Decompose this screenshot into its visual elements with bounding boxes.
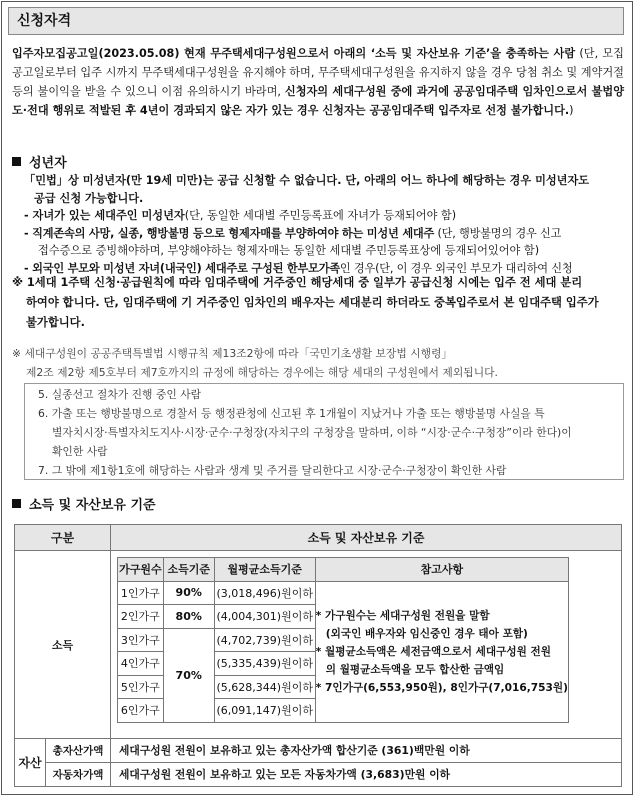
col-category-header: 구분: [15, 525, 111, 551]
minor-item: - 자녀가 있는 세대주인 미성년자(단, 동일한 세대별 주민등록표에 자녀가 등재되어야 함): [24, 209, 457, 222]
notes-cell: [315, 581, 568, 722]
minor-line1b: 공급 신청 가능합니다.: [34, 191, 144, 205]
inner-header: 월평균소득기준: [214, 558, 315, 582]
warning-line: ※ 1세대 1주택 신청·공급원칙에 따라 임대주택에 거주중인 해당세대 중 일부가 공급신청 시에는 입주 전 세대 분리: [12, 276, 583, 289]
income-heading-text: 소득 및 자산보유 기준: [29, 498, 156, 513]
note-line: 별자치시장·특별자치도지사·시장·군수·구청장(자치구의 구청장을 말하며, 이하 “시장·군수·구청장”이라 한다)이: [52, 426, 572, 439]
asset-row-text: 세대구성원 전원이 보유하고 있는 모든 자동차가액 (3,683)만원 이하: [111, 763, 622, 787]
asset-row-text: 세대구성원 전원이 보유하고 있는 총자산가액 합산기준 (361)백만원 이하: [111, 739, 622, 763]
table-row: [118, 581, 569, 605]
income-heading: [12, 494, 156, 513]
income-amount: (5,628,344)원이하: [214, 675, 315, 699]
minor-heading: [12, 152, 67, 171]
income-amount: (4,004,301)원이하: [214, 605, 315, 629]
inner-header: 가구원수: [118, 558, 164, 582]
note-line: 7. 그 밖에 제1항1호에 해당하는 사람과 생계 및 주거를 달리한다고 시장·군수·구청장이 확인한 사람: [38, 464, 507, 477]
note-line: 5. 실종선고 절차가 진행 중인 사람: [38, 388, 202, 401]
warning-line: 불가합니다.: [26, 316, 85, 329]
intro-part3: 신청자의 세대구성원 중에 과거에 공공임대주택 임차인으로서 불법양도·전대 행위로 적발된 후 4년이 경과되지 않은 자가 있는 경우 신청자는 공공임대주택 입주자로 선정 불가합니다.: [12, 85, 625, 117]
household-size: 6인가구: [118, 699, 164, 723]
section-title: 신청자격: [8, 7, 624, 35]
warning-line: 하여야 합니다. 단, 임대주택에 기 거주중인 임차인의 배우자는 세대분리 하더라도 중복입주로서 본 임대주택 입주가: [26, 296, 599, 309]
asset-row-label: 총자산가액: [46, 739, 111, 763]
household-size: 4인가구: [118, 652, 164, 676]
minor-item: - 직계존속의 사망, 실종, 행방불명 등으로 형제자매를 부양하여야 하는 미성년 세대주 (단, 행방불명의 경우 신고: [24, 226, 562, 240]
col-criteria-header: 소득 및 자산보유 기준: [111, 525, 622, 551]
square-bullet-icon: [12, 157, 21, 166]
income-amount: (5,335,439)원이하: [214, 652, 315, 676]
inner-header: 참고사항: [315, 558, 568, 582]
note-item: (외국인 배우자와 임신중인 경우 태아 포함): [325, 627, 528, 640]
note-line: 6. 가출 또는 행방불명으로 경찰서 등 행정관청에 신고된 후 1개월이 지났거나 가출 또는 행방불명 사실을 특: [38, 407, 545, 420]
household-size: 2인가구: [118, 605, 164, 629]
income-pct-merged: 70%: [163, 628, 214, 722]
household-size: 1인가구: [118, 581, 164, 605]
intro-part2: (단, 모집공고일로부터 입주 시까지 무주택세대구성원을 유지해야 하며, 무주택세대구성원을 유지하지 않을 경우 당첨 취소 및 계약거절 등의 불이익을 받을 수 있으니 이점 유의하시기 바라며,: [12, 47, 624, 98]
note-item: * 7인가구(6,553,950원), 8인가구(7,016,753원): [315, 681, 568, 694]
income-criteria-cell: [111, 551, 622, 739]
income-pct: 80%: [163, 605, 214, 629]
row-asset-label: 자산: [15, 739, 46, 787]
minor-heading-text: 성년자: [29, 156, 67, 171]
income-asset-table: [14, 524, 622, 787]
household-size: 3인가구: [118, 628, 164, 652]
inner-header: 소득기준: [163, 558, 214, 582]
square-bullet-icon: [12, 499, 21, 508]
minor-item: - 외국인 부모와 미성년 자녀(내국인) 세대주로 구성된 한부모가족인 경우(단, 이 경우 외국인 부모가 대리하여 신청: [24, 261, 573, 275]
note-line: 확인한 사람: [52, 445, 108, 458]
asset-row-label: 자동차가액: [46, 763, 111, 787]
minor-list: [24, 172, 624, 277]
reference-line: ※ 세대구성원이 공공주택특별법 시행규칙 제13조2항에 따라「국민기초생활 보장법 시행령」: [12, 347, 453, 360]
reference-note: [12, 344, 612, 382]
note-item: * 가구원수는 세대구성원 전원을 말함: [315, 609, 490, 622]
income-table: [117, 557, 569, 723]
intro-paragraph: [12, 44, 624, 120]
reference-line: 제2조 제2항 제5호부터 제7호까지의 규정에 해당하는 경우에는 해당 세대의 구성원에서 제외됩니다.: [26, 366, 498, 379]
note-item: * 월평균소득액은 세전금액으로서 세대구성원 전원: [315, 645, 551, 658]
warning-block: [12, 273, 612, 333]
income-amount: (6,091,147)원이하: [214, 699, 315, 723]
row-income-label: 소득: [15, 551, 111, 739]
intro-part4: ): [569, 104, 574, 117]
note-item: 의 월평균소득액을 모두 합산한 금액임: [325, 663, 505, 676]
minor-item: 접수증으로 증빙해야하며, 부양해야하는 형제자매는 동일한 세대별 주민등록표상에 등재되어있어야 함): [38, 244, 540, 257]
intro-part1: 입주자모집공고일(2023.05.08) 현재 무주택세대구성원으로서 아래의 ‘소득 및 자산보유 기준’을 충족하는 사람: [12, 47, 576, 60]
income-amount: (4,702,739)원이하: [214, 628, 315, 652]
minor-line1a: 「민법」상 미성년자(만 19세 미만)는 공급 신청할 수 없습니다. 단, 아래의 어느 하나에 해당하는 경우 미성년자도: [24, 174, 590, 187]
exclusion-note-box: [24, 383, 624, 480]
household-size: 5인가구: [118, 675, 164, 699]
income-pct: 90%: [163, 581, 214, 605]
income-amount: (3,018,496)원이하: [214, 581, 315, 605]
